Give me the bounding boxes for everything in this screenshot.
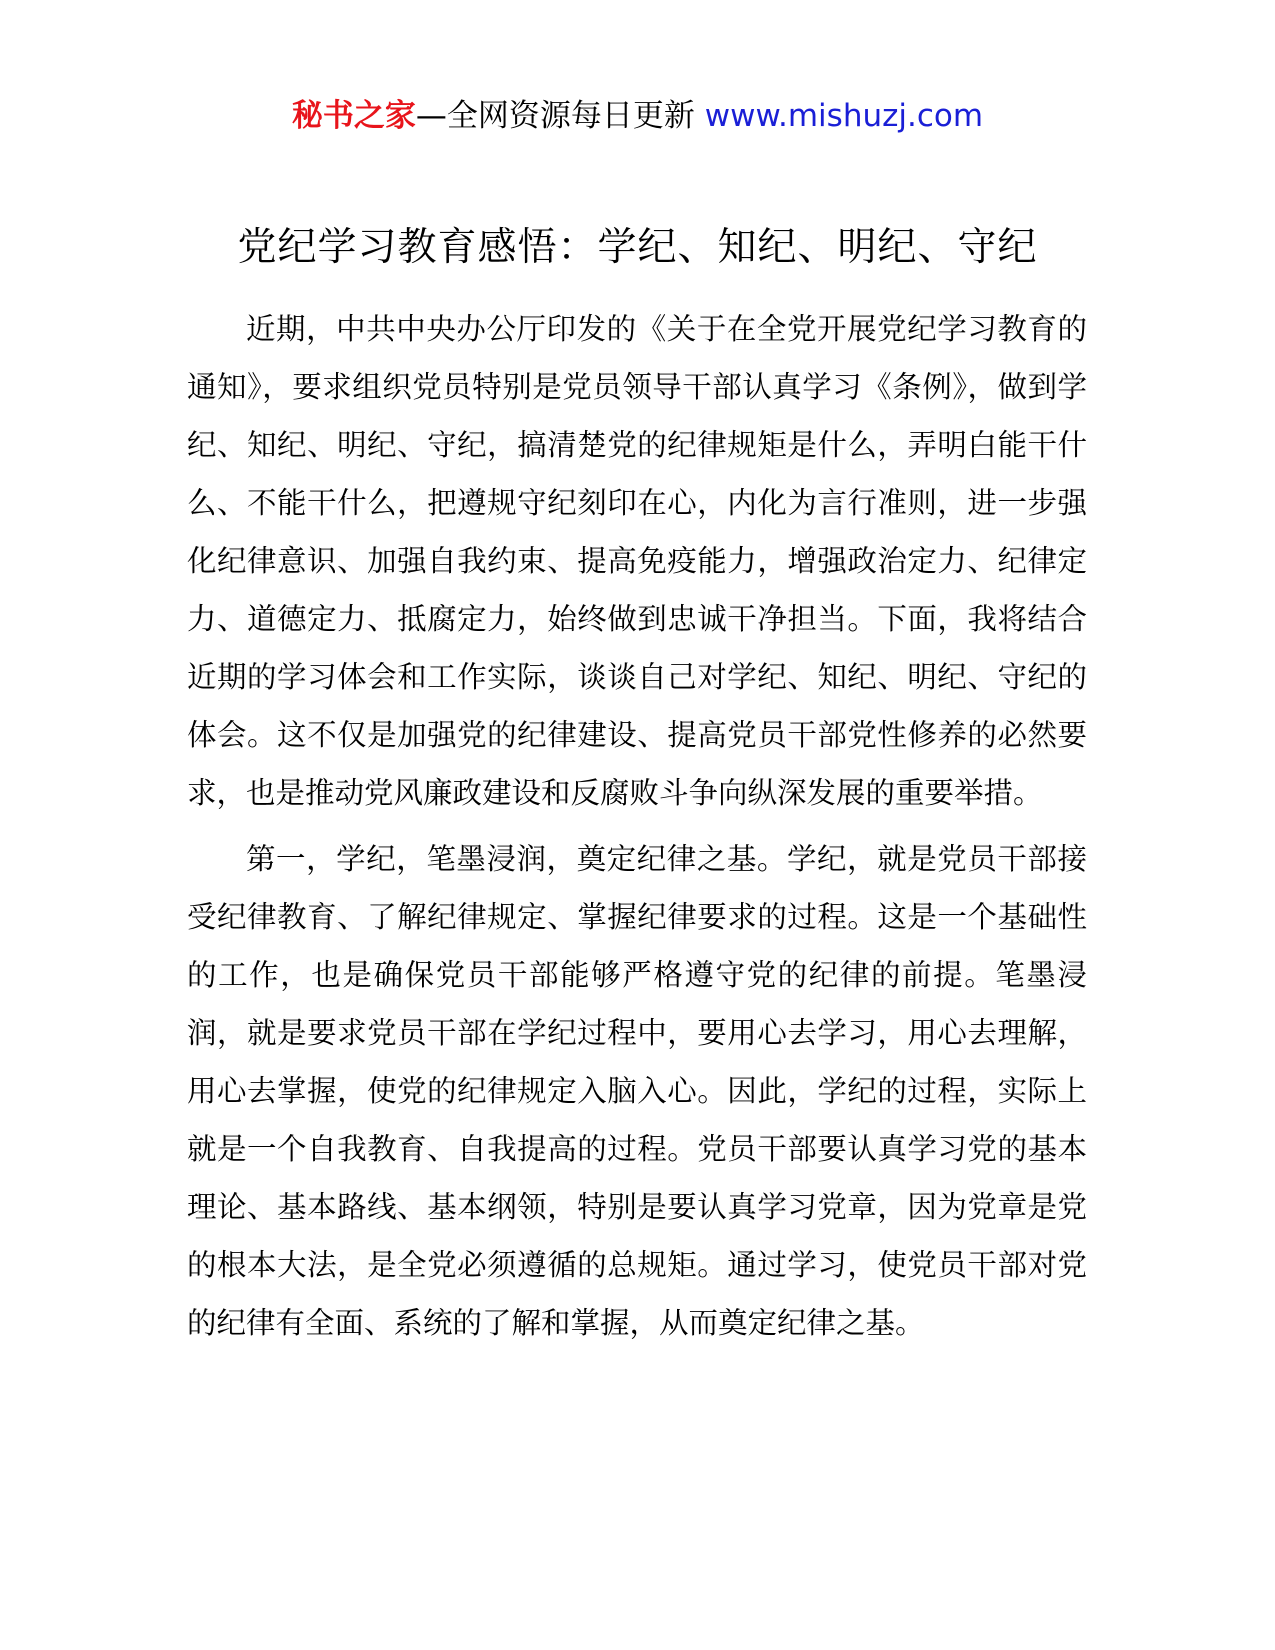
site-header bbox=[0, 96, 1275, 136]
paragraph-first-point: 第一，学纪，笔墨浸润，奠定纪律之基。学纪，就是党员干部接受纪律教育、了解纪律规定、掌握纪律要求的过程。这是一个基础性的工作，也是确保党员干部能够严格遵守党的纪律的前提。笔墨浸润，就是要求党员干部在学纪过程中，要用心去学习，用心去理解，用心去掌握，使党的纪律规定入脑入心。因此，学纪的过程，实际上就是一个自我教育、自我提高的过程。党员干部要认真学习党的基本理论、基本路线、基本纲领，特别是要认真学习党章，因为党章是党的根本大法，是全党必须遵循的总规矩。通过学习，使党员干部对党的纪律有全面、系统的了解和掌握，从而奠定纪律之基。 bbox=[187, 842, 1087, 1340]
site-url-link[interactable]: www.mishuzj.com bbox=[704, 98, 984, 134]
document-body bbox=[187, 300, 1087, 1352]
document-title: 党纪学习教育感悟：学纪、知纪、明纪、守纪 bbox=[237, 225, 1038, 270]
header-tagline: —全网资源每日更新 bbox=[415, 98, 695, 134]
paragraph-intro: 近期，中共中央办公厅印发的《关于在全党开展党纪学习教育的通知》，要求组织党员特别是党员领导干部认真学习《条例》，做到学纪、知纪、明纪、守纪，搞清楚党的纪律规矩是什么，弄明白能干什么、不能干什么，把遵规守纪刻印在心，内化为言行准则，进一步强化纪律意识、加强自我约束、提高免疫能力，增强政治定力、纪律定力、道德定力、抵腐定力，始终做到忠诚干净担当。下面，我将结合近期的学习体会和工作实际，谈谈自己对学纪、知纪、明纪、守纪的体会。这不仅是加强党的纪律建设、提高党员干部党性修养的必然要求，也是推动党风廉政建设和反腐败斗争向纵深发展的重要举措。 bbox=[187, 312, 1087, 810]
brand-name: 秘书之家 bbox=[291, 98, 416, 134]
